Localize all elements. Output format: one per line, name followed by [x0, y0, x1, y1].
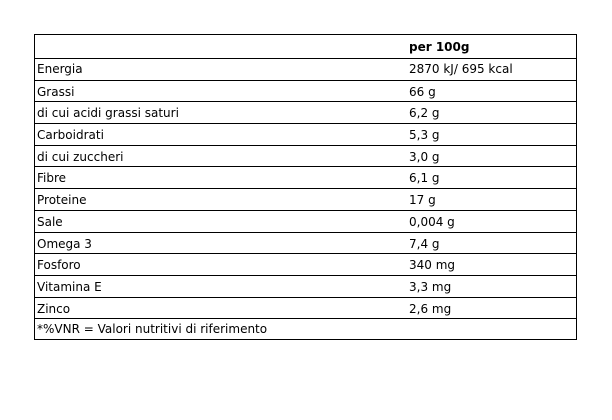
footnote: *%VNR = Valori nutritivi di riferimento	[37, 322, 268, 336]
table-row	[35, 58, 576, 80]
nutrient-value: 2,6 mg	[409, 301, 452, 316]
table-row	[35, 166, 576, 188]
nutrient-value: 7,4 g	[409, 236, 440, 251]
nutrient-name: Grassi	[37, 84, 75, 99]
footnote-divider	[35, 318, 576, 319]
nutrient-name: Fibre	[37, 171, 67, 186]
nutrient-value: 6,1 g	[409, 171, 440, 186]
nutrient-value: 3,3 mg	[409, 279, 452, 294]
nutrient-name: Omega 3	[37, 236, 92, 251]
table-row	[35, 210, 576, 232]
nutrient-name: di cui zuccheri	[37, 149, 124, 164]
nutrient-name: Zinco	[37, 301, 71, 316]
table-row	[35, 145, 576, 167]
table-header	[35, 35, 576, 58]
nutrient-name: Carboidrati	[37, 128, 104, 143]
nutrient-value: 340 mg	[409, 258, 456, 273]
table-row	[35, 232, 576, 254]
column-header-per-100g: per 100g	[409, 40, 470, 54]
table-row	[35, 123, 576, 145]
nutrient-value: 66 g	[409, 84, 436, 99]
table-row	[35, 80, 576, 102]
table-row	[35, 275, 576, 297]
nutrition-table	[34, 34, 577, 340]
table-row	[35, 188, 576, 210]
nutrient-name: Proteine	[37, 193, 87, 208]
nutrient-value: 5,3 g	[409, 128, 440, 143]
nutrient-name: Sale	[37, 214, 63, 229]
nutrient-name: di cui acidi grassi saturi	[37, 106, 179, 121]
table-row	[35, 297, 576, 319]
nutrient-name: Vitamina E	[37, 279, 102, 294]
nutrient-name: Energia	[37, 62, 83, 76]
nutrient-value: 0,004 g	[409, 214, 455, 229]
nutrient-name: Fosforo	[37, 258, 81, 273]
nutrient-value: 3,0 g	[409, 149, 440, 164]
table-body	[35, 58, 576, 318]
nutrient-value: 2870 kJ/ 695 kcal	[409, 62, 513, 76]
nutrient-value: 6,2 g	[409, 106, 440, 121]
table-row	[35, 101, 576, 123]
nutrient-value: 17 g	[409, 193, 436, 208]
table-row	[35, 253, 576, 275]
